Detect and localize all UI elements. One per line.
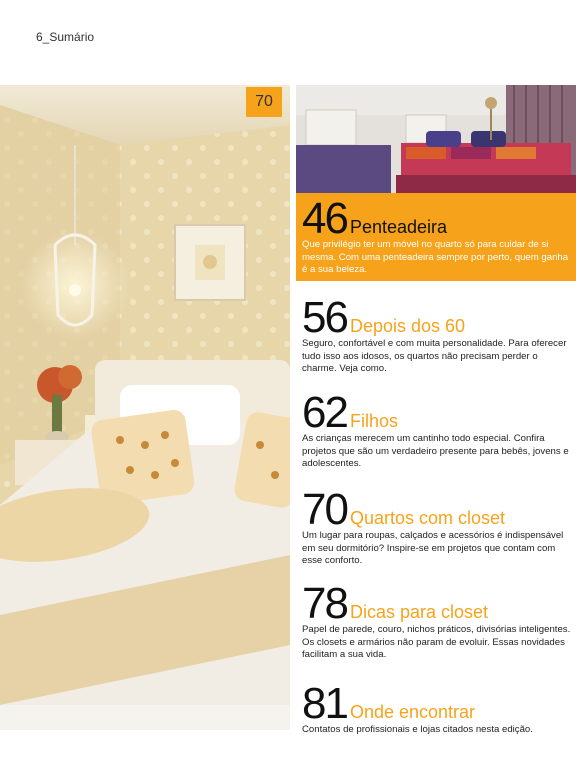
entry-title: Quartos com closet [349, 508, 506, 528]
toc-entry[interactable] [302, 579, 572, 662]
entry-description: As crianças merecem um cantinho todo especial. Confira projetos que são um verdadeiro presente para bebês, jovens e adolescentes. [302, 433, 569, 470]
entry-title: Depois dos 60 [349, 316, 466, 336]
toc-entry[interactable] [302, 293, 572, 376]
entry-description: Seguro, confortável e com muita personalidade. Para oferecer tudo isso aos idosos, os quartos não precisam perder o charme. Veja como. [302, 338, 567, 375]
entry-title: Dicas para closet [349, 602, 489, 622]
entry-description: Papel de parede, couro, nichos práticos, divisórias inteligentes. Os closets e armários não param de evoluir. Essas novidades facilitam a sua vida. [302, 624, 571, 661]
bedroom-illustration [0, 85, 290, 730]
entry-description: Um lugar para roupas, calçados e acessórios é indispensável em seu dormitório? Inspire-se em projetos que contam com esse conforto. [302, 530, 564, 567]
entry-page-number: 56 [302, 293, 347, 342]
toc-entry[interactable] [302, 679, 572, 737]
toc-entry[interactable] [302, 485, 572, 568]
entry-page-number: 62 [302, 388, 347, 437]
entry-description: Contatos de profissionais e lojas citados nesta edição. [302, 724, 533, 735]
entry-title: Filhos [349, 411, 398, 431]
page-number-badge: 70 [246, 87, 282, 117]
entry-title: Onde encontrar [349, 702, 476, 722]
entry-title: Penteadeira [349, 217, 448, 237]
toc-entry[interactable] [302, 194, 572, 277]
toc-entry[interactable] [302, 388, 572, 471]
featured-entry-box [296, 193, 576, 281]
entry-page-number: 78 [302, 579, 347, 628]
entry-page-number: 81 [302, 679, 347, 728]
bedroom-photo [0, 85, 290, 730]
entry-page-number: 70 [302, 485, 347, 534]
thumbnail-illustration [296, 85, 576, 193]
thumbnail-photo [296, 85, 576, 193]
entry-page-number: 46 [302, 194, 347, 243]
section-header: 6_Sumário [36, 30, 95, 44]
entry-description: Que privilégio ter um móvel no quarto só para cuidar de si mesma. Com uma penteadeira sempre por perto, quem ganha é a sua beleza. [302, 239, 569, 276]
